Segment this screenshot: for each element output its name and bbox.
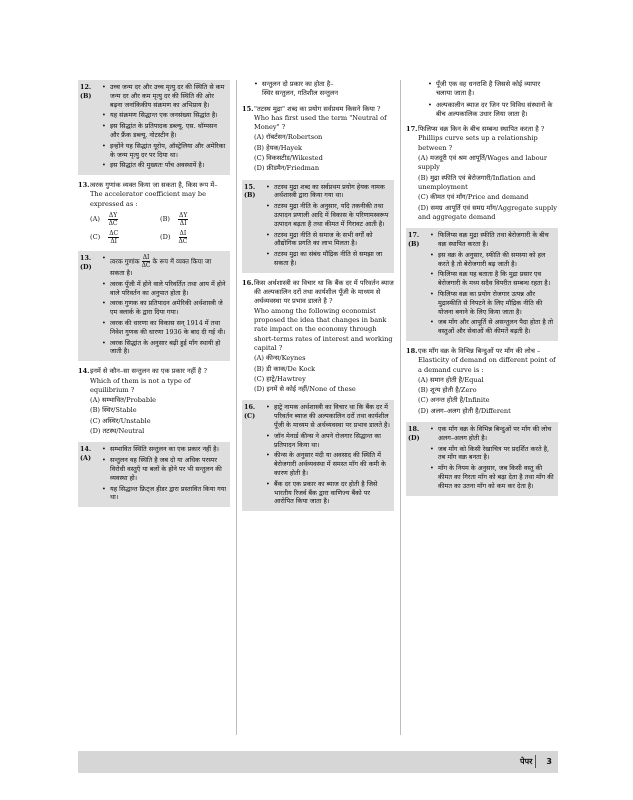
question-text-hindi: किस अर्थशास्त्री का विचार था कि बैंक दर में परिवर्तन ब्याज की अल्पकालिन दरों तथा कार्यशील पूँजी के माध्यम से अर्थव्यवस्था पर प्रभाव डालते है ?: [254, 278, 394, 306]
answer-14-continued: [242, 80, 394, 99]
question-number: 13.: [78, 181, 90, 190]
option-d[interactable]: (D) तटस्थ/Neutral: [90, 427, 145, 436]
question-14: [78, 367, 230, 436]
answer-point: • हाट्रे नामक अर्थशास्त्री का विचार था कि बैंक दर में परिवर्तन ब्याज की अल्पकालिन दरों तथा कार्यशील पूँजी के माध्यम से अर्थव्यवस्था पर प्रभाव डालते है।: [266, 403, 391, 429]
options: [90, 212, 230, 245]
answer-point: • एक माँग वक्र के विभिन्न बिन्दुओं पर माँग की लोच अलग–अलग होती है।: [430, 425, 555, 443]
answer-text: सन्तुलन दो प्रकार का होता है–: [262, 80, 334, 88]
question-text-hindi: त्वरक गुणांक व्यक्त किया जा सकता है, किस रूप में–: [90, 181, 218, 190]
answer-points: [102, 445, 227, 504]
numerator: ΔI: [179, 230, 187, 238]
question-number: 17.: [406, 125, 418, 134]
question-text-english: The accelerator coefficient may be expressed as :: [90, 190, 207, 208]
question-18: [406, 347, 558, 416]
option-a[interactable]: (A) समान होती है/Equal: [418, 375, 484, 384]
answer-points: [430, 231, 555, 338]
answer-points: [266, 403, 391, 508]
fraction: [178, 212, 188, 227]
answer-point: [102, 254, 227, 278]
answer-points: [102, 83, 227, 172]
question-text-hindi: "तटस्थ मुद्रा" शब्द का प्रयोग सर्वप्रथम किसने किया ?: [254, 104, 381, 113]
question-number: 18.: [406, 346, 418, 355]
question-number: 16.: [242, 278, 254, 287]
fraction: [178, 230, 187, 245]
option-label: (D): [160, 232, 171, 241]
question-text-hindi: फिलिप्स वक्र किन के बीच सम्बन्ध स्थापित करता है ?: [418, 125, 545, 134]
answer-number: 18. (D): [408, 425, 420, 442]
option-c[interactable]: (C) अनन्त होती है/Infinite: [418, 396, 490, 405]
option-c[interactable]: (C) हाट्रे/Hawtrey: [254, 374, 306, 383]
denominator: ΔI: [110, 238, 118, 246]
answer-16: [242, 400, 394, 511]
answer-point: • तटस्थ मुद्रा नीति से समाज के सभी वर्गों को औद्योगिक प्रगति का लाभ मिलता है।: [266, 231, 391, 249]
option-a[interactable]: (A) रॉबर्टसन/Robertson: [254, 133, 323, 142]
numerator: ΔY: [108, 212, 118, 220]
answer-text: पूँजी एक वह धनराशि है जिससे कोई व्यापार चलाया जाता है।: [436, 80, 541, 98]
footer-divider: [535, 755, 536, 768]
question-number: 14.: [78, 367, 90, 376]
column-1: [78, 80, 230, 513]
option-c[interactable]: [90, 230, 160, 245]
answer-16-continued: [406, 80, 558, 119]
answer-point: • त्वरक सिद्धांत के अनुसार बढ़ी हुई माँग स्थायी हो जाती है।: [102, 339, 227, 357]
option-d[interactable]: (D) इनमें से कोई नहीं/None of these: [254, 385, 356, 394]
option-a[interactable]: [90, 212, 160, 227]
numerator: ΔC: [109, 230, 119, 238]
answer-point: • त्वरक पूँजी में होने वाले परिवर्तित तथा आय में होने वाले परिवर्तन का अनुपात होता है।: [102, 280, 227, 298]
answer-point: • यह संक्रमण सिद्धान्त एक जनसंख्या सिद्धांत है।: [102, 111, 227, 120]
option-a[interactable]: (A) कीन्स/Keynes: [254, 354, 306, 363]
answer-15: [242, 180, 394, 273]
answer-text: अल्पकालीन ब्याज दर जिन पर विविध संस्थानों के बीच अल्पकालिक उधार लिया जाता है।: [436, 100, 553, 118]
answer-number: 16. (C): [244, 403, 256, 421]
page-footer: [78, 751, 558, 773]
denominator: ΔC: [141, 262, 151, 270]
question-16: [242, 279, 394, 395]
answer-number: 13. (D): [80, 254, 92, 271]
answer-point: • कीन्स के अनुसार मंदी या अवसाद की स्थिति में बेरोजगारी अर्थव्यवस्था में समस्त माँग की कमी के कारण होती है।: [266, 451, 391, 477]
answer-point: • पूँजी एक वह धनराशि है जिससे कोई व्यापार चलाया जाता है।: [428, 80, 541, 98]
answer-17: [406, 228, 558, 341]
answer-point: • त्वरक गुणक का प्रतिपादन अमेरिकी अर्थशास्त्री जे एम क्लार्क के द्वारा दिया गया।: [102, 299, 227, 317]
question-number: 15.: [242, 104, 254, 113]
option-d[interactable]: (D) फ्रीडमैन/Friedman: [254, 164, 320, 173]
option-d[interactable]: [160, 230, 230, 245]
answer-point: • फिलिप्स वक्र का प्रयोग रोजगार उत्पन्न और मुद्रास्फीति से निपटने के लिए मौद्रिक नीति की योजना बनाने के लिए किया जाता है।: [430, 290, 555, 316]
option-c[interactable]: (C) अस्थिर/Unstable: [90, 416, 151, 425]
option-label: (A): [90, 214, 100, 223]
option-a[interactable]: (A) मजदूरी एवं श्रम आपूर्ति/Wages and labour supply: [418, 154, 547, 172]
question-text-hindi: इनमें से कौन–सा सन्तुलन का एक प्रकार नहीं है ?: [90, 367, 208, 376]
option-d[interactable]: (D) समग्र आपूर्ति एवं समग्र माँग/Aggregate supply and aggregate demand: [418, 203, 557, 221]
answer-point: • सन्तुलन वह स्थिति है जब दो या अधिक परस्पर विरोधी वस्तुएँ या बलों के होने पर भी सन्तुलन की व्यवस्था हो।: [102, 456, 227, 482]
option-label: (C): [90, 232, 101, 241]
answer-14: [78, 442, 230, 507]
answer-text: के रूप में व्यक्त किया जा सकता है।: [110, 257, 212, 278]
question-text-english: Who has first used the term "Neutral of Money" ?: [254, 113, 387, 132]
column-2: [242, 80, 394, 517]
answer-point: • जब माँग को किसी रेखाचित्र पर प्रदर्शित करते है, तब माँग वक्र बनता है।: [430, 445, 555, 463]
option-b[interactable]: (B) डी काक/De Kock: [254, 364, 316, 373]
answer-point: • इस वक्र के अनुसार, स्फीति की समस्या को हल करते है तो बेरोजगारी बढ़ जाती है।: [430, 251, 555, 269]
answer-13: [78, 251, 230, 361]
denominator: ΔI: [179, 220, 187, 228]
answer-12: [78, 80, 230, 175]
answer-point: • सम्भावित स्थिति सन्तुलन का एक प्रकार नहीं है।: [102, 445, 227, 454]
answer-point: • इस सिद्धांत की मुख्यतः पाँच अवस्थायें है।: [102, 161, 227, 170]
footer-page-number: 3: [546, 757, 552, 766]
question-text-hindi: एक माँग वक्र के विभिन्न बिन्दुओं पर माँग की लोच –: [418, 346, 541, 355]
option-c[interactable]: (C) कीमत एवं माँग/Price and demand: [418, 193, 529, 202]
denominator: ΔC: [178, 238, 188, 246]
numerator: ΔI: [142, 254, 150, 262]
question-text-english: Phillips curve sets up a relationship between ?: [418, 134, 538, 152]
answer-point: • सन्तुलन दो प्रकार का होता है–: [254, 80, 334, 88]
option-b[interactable]: (B) मुद्रा स्फीति एवं बेरोजगारी/Inflation and unemployment: [418, 173, 536, 191]
option-a[interactable]: (A) सम्भावित/Probable: [90, 396, 157, 405]
fraction: [108, 230, 119, 245]
fraction: [108, 212, 118, 227]
question-text-english: Which of them is not a type of equilibrium ?: [90, 376, 191, 394]
column-divider: [236, 80, 237, 735]
answer-number: 12. (B): [80, 83, 92, 100]
denominator: ΔC: [108, 220, 118, 228]
answer-point: • त्वरक की धारणा का विकास सन् 1914 में तथा निवेश गुणक की धारणा 1936 के बाद दी गई थी।: [102, 319, 227, 337]
answer-18: [406, 422, 558, 496]
option-b[interactable]: (B) हेयक/Hayek: [254, 143, 303, 152]
answer-number: 15. (B): [244, 182, 256, 200]
option-b[interactable]: (B) शून्य होती है/Zero: [418, 386, 477, 395]
answer-point: • अल्पकालीन ब्याज दर जिन पर विविध संस्थानों के बीच अल्पकालिक उधार लिया जाता है।: [428, 100, 553, 118]
answer-point: • इस सिद्धांत के प्रतिपादक डब्ल्यू. एस. थॉम्पसन और फ्रैंक डब्ल्यू. नोटस्टीन है।: [102, 122, 227, 140]
answer-number: 17. (B): [408, 231, 420, 248]
answer-point: • जॉन मेनार्ड कीन्स ने अपने रोजगार सिद्धान्त का प्रतिपादन किया था।: [266, 432, 391, 450]
question-13: [78, 181, 230, 245]
answer-points: [430, 425, 555, 493]
question-17: [406, 125, 558, 222]
answer-point: • बैंक दर एक प्रकार का ब्याज दर होती है जिसे भारतीय रिजर्व बैंक द्वारा वाणिज्य बैंको पर आरोपित किया जाता है।: [266, 480, 391, 506]
option-b[interactable]: (B) स्थिर/Stable: [90, 406, 137, 415]
answer-point: • फिलिप्स वक्र यह बताता है कि मुद्रा प्रसार एव बेरोजगारी के मध्य सदैव विपरीत सम्बन्ध रहता है।: [430, 270, 555, 288]
column-divider: [400, 80, 401, 735]
page-number: [520, 756, 552, 767]
question-text-english: Who among the following economist proposed the idea that changes in bank rate impact on the economy through short-terms rates of interest and working capital ?: [254, 306, 393, 352]
answer-point: • जब माँग और आपूर्ति से असन्तुलन पैदा होता है तो वस्तुओं और सेवाओं की कीमतें बढ़ती है।: [430, 318, 555, 336]
page-body: [78, 80, 558, 740]
answer-point: • तटस्थ मुद्रा शब्द का सर्वप्रथम प्रयोग हेयक नामक अर्थशास्त्री द्वारा किया गया था।: [266, 183, 391, 201]
answer-point: • इन्होंने यह सिद्धांत यूरोप, ऑस्ट्रेलिया और अमेरिका के जन्म मृत्यु दर पर दिया था।: [102, 142, 227, 160]
answer-point: • माँग के नियम के अनुसार, जब किसी वस्तु की कीमत का गिरता माँग को बढ़ा देता है तथा माँग की कीमत का उतना माँग को कम कर देता है।: [430, 464, 555, 490]
answer-number: 14. (A): [80, 445, 92, 463]
option-label: (B): [160, 214, 170, 223]
answer-point: • तटस्थ मुद्रा का संबंध मौद्रिक नीति से समझा जा सकता है।: [266, 250, 391, 268]
answer-point: • यह सिद्धान्त फ्रिट्ज हीडर द्वारा प्रस्तावित किया गया था।: [102, 485, 227, 503]
answer-point: • तटस्थ मुद्रा नीति के अनुसार, यदि तकनीकी तथा उत्पादन प्रणाली आदि में विकास के परिणामस्वरूप उत्पादन बढ़ता है तथा कीमत में गिरावट आती है।: [266, 202, 391, 228]
option-c[interactable]: (C) विकसटीड/Wikested: [254, 154, 323, 163]
option-b[interactable]: [160, 212, 230, 227]
answer-text: त्वरक गुणांक: [110, 257, 140, 266]
option-d[interactable]: (D) अलग–अलग होती है/Different: [418, 406, 511, 415]
question-15: [242, 105, 394, 174]
fraction: [142, 254, 151, 269]
question-text-english: Elasticity of demand on different point of a demand curve is :: [418, 356, 556, 374]
answer-points: [102, 254, 227, 358]
answer-point: • फिलिप्स वक्र मुद्रा स्फीति तथा बेरोजगारी के बीच वक्र स्थापित करता है।: [430, 231, 555, 249]
answer-points: [266, 183, 391, 270]
numerator: ΔY: [179, 212, 188, 220]
column-3: [406, 80, 558, 502]
answer-point: • उच्च जन्म दर और उच्च मृत्यु दर की स्थिति से कम जन्म दर और कम मृत्यु दर की स्थिति की ओर बढ़ना जनांकिकीय संक्रमण का अभिप्राय है।: [102, 83, 227, 109]
footer-label: पेपर: [520, 757, 533, 766]
answer-text: स्थिर सन्तुलन, गतिशील सन्तुलन: [262, 89, 339, 98]
